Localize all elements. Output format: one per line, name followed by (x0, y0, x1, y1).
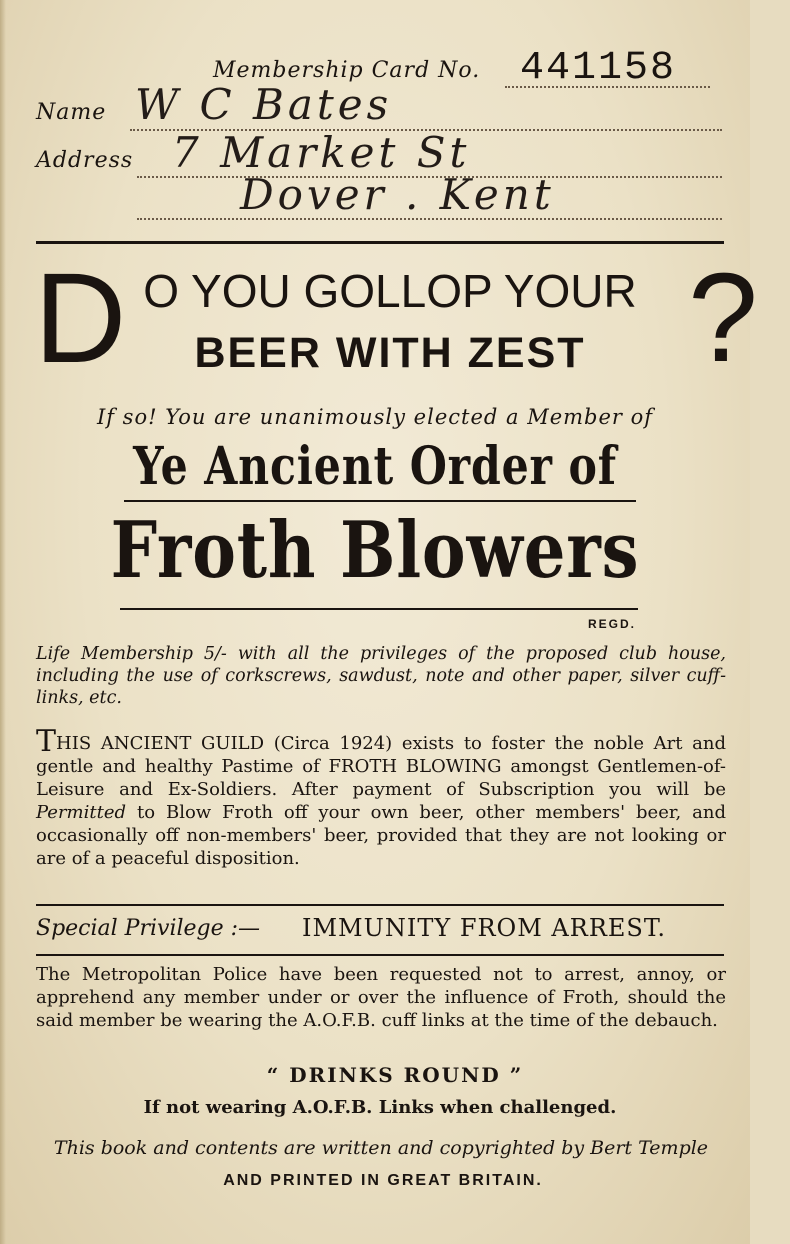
elected-text: If so! You are unanimously elected a Member of (96, 405, 654, 429)
address-line-1: 7 Market St (172, 128, 471, 177)
special-privilege-label: Special Privilege :— (36, 916, 261, 941)
printed-in-text: AND PRINTED IN GREAT BRITAIN. (223, 1172, 543, 1189)
life-membership-text: Life Membership 5/- with all the privileges of the proposed club house, including the use of corkscrews, sawdust, note and other paper, silver cuff-links, etc. (36, 644, 726, 708)
address-label: Address (36, 148, 134, 173)
links-challenge-text: If not wearing A.O.F.B. Links when challenged. (143, 1097, 617, 1118)
order-title: Ye Ancient Order of (133, 436, 617, 497)
drinks-round-text: “ DRINKS ROUND ” (266, 1063, 524, 1087)
copyright-text: This book and contents are written and copyrighted by Bert Temple (53, 1137, 709, 1159)
card-edge (0, 0, 6, 1244)
guild-italic-word: Permitted (36, 802, 127, 823)
guild-text-1: HIS ANCIENT GUILD (Circa 1924) exists to foster the noble Art and gentle and healthy Pastime of FROTH BLOWING amongst Gentlemen-of-Leisure and Ex-Soldiers. After payment of Subscription you will be (36, 733, 726, 800)
froth-underline (120, 608, 638, 610)
special-privilege-value: IMMUNITY FROM ARREST. (302, 914, 666, 942)
froth-title: Froth Blowers (110, 505, 640, 596)
card-number: 441158 (520, 46, 677, 91)
special-top-rule (36, 904, 724, 906)
order-underline (124, 500, 636, 502)
header-rule (36, 241, 724, 244)
address-line-2: Dover . Kent (240, 170, 555, 219)
guild-paragraph (36, 724, 726, 870)
metropolitan-police-text: The Metropolitan Police have been requested not to arrest, annoy, or apprehend any member under or over the influence of Froth, should the said member be wearing the A.O.F.B. cuff links at the time of the debauch. (36, 964, 726, 1031)
registered-mark: REGD. (588, 617, 637, 631)
headline-big-letter: D (34, 247, 127, 390)
card-number-dots (505, 86, 710, 88)
headline-line-1: O YOU GOLLOP YOUR (143, 265, 637, 317)
guild-text-2: to Blow Froth off your own beer, other members' beer, and occasionally off non-members' beer, provided that they are not looking or are of a peaceful disposition. (36, 802, 726, 869)
name-label: Name (36, 100, 107, 125)
name-value: W C Bates (135, 80, 393, 129)
guild-drop-cap: T (36, 724, 57, 759)
special-bottom-rule (36, 954, 724, 956)
headline-question-mark: ? (688, 247, 759, 388)
headline-line-2: BEER WITH ZEST (194, 329, 586, 377)
membership-card-label: Membership Card No. (213, 58, 481, 83)
